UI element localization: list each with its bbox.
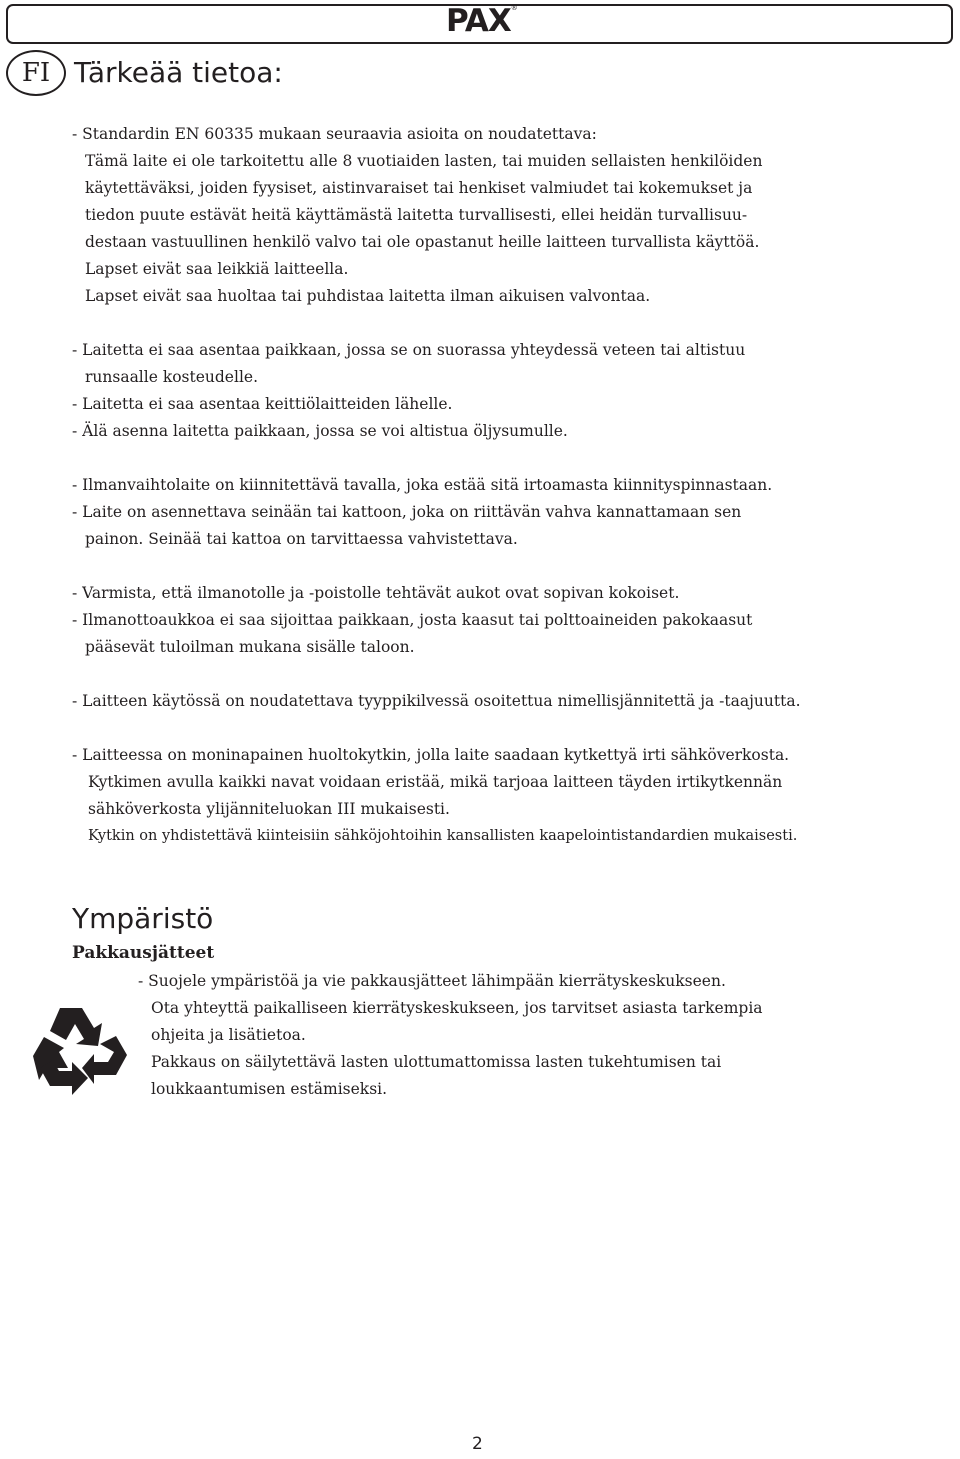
page-title: Tärkeää tietoa: <box>74 56 283 89</box>
instruction-line: pääsevät tuloilman mukana sisälle taloon. <box>85 638 415 656</box>
instruction-line: destaan vastuullinen henkilö valvo tai ole opastanut heille laitteen turvallista käyttöä. <box>85 233 760 251</box>
instruction-line: - Ilmanottoaukkoa ei saa sijoittaa paikkaan, josta kaasut tai polttoaineiden pakokaasut <box>72 611 753 629</box>
instruction-line: Kytkin on yhdistettävä kiinteisiin sähköjohtoihin kansallisten kaapelointistandardien mukaisesti. <box>88 828 798 844</box>
instruction-line: - Standardin EN 60335 mukaan seuraavia asioita on noudatettava: <box>72 125 597 143</box>
environment-line: ohjeita ja lisätietoa. <box>151 1026 306 1044</box>
instruction-line: - Ilmanvaihtolaite on kiinnitettävä tavalla, joka estää sitä irtoamasta kiinnityspinnastaan. <box>72 476 773 494</box>
instruction-line: Lapset eivät saa leikkiä laitteella. <box>85 260 349 278</box>
instruction-line: sähköverkosta ylijänniteluokan III mukaisesti. <box>88 800 450 818</box>
brand-logo-text: PAX <box>446 3 511 39</box>
instruction-line: Tämä laite ei ole tarkoitettu alle 8 vuotiaiden lasten, tai muiden sellaisten henkilöiden <box>85 152 763 170</box>
packaging-waste-text <box>138 968 938 1103</box>
environment-line: Pakkaus on säilytettävä lasten ulottumattomissa lasten tukehtumisen tai <box>151 1053 722 1071</box>
instruction-line: - Laite on asennettava seinään tai kattoon, joka on riittävän vahva kannattamaan sen <box>72 503 742 521</box>
instruction-line: - Laitteen käytössä on noudatettava tyyppikilvessä osoitettua nimellisjännitettä ja -taajuutta. <box>72 692 801 710</box>
brand-logo <box>446 3 517 39</box>
environment-line: loukkaantumisen estämiseksi. <box>151 1080 388 1098</box>
instruction-line: painon. Seinää tai kattoa on tarvittaessa vahvistettava. <box>85 530 518 548</box>
instruction-block <box>72 121 952 310</box>
instruction-line: - Laitetta ei saa asentaa keittiölaitteiden lähelle. <box>72 395 453 413</box>
packaging-waste-heading: Pakkausjätteet <box>72 943 215 963</box>
instruction-line: käytettäväksi, joiden fyysiset, aistinvaraiset tai henkiset valmiudet tai kokemukset ja <box>85 179 753 197</box>
instruction-block <box>72 742 952 850</box>
instruction-block <box>72 688 952 715</box>
safety-instructions <box>72 121 952 877</box>
page-number: 2 <box>472 1434 483 1454</box>
trademark-symbol: ® <box>510 3 517 12</box>
instruction-line: runsaalle kosteudelle. <box>85 368 258 386</box>
instruction-block <box>72 580 952 661</box>
instruction-line: - Älä asenna laitetta paikkaan, jossa se voi altistua öljysumulle. <box>72 422 568 440</box>
language-badge: FI <box>6 50 66 96</box>
instruction-line: - Laitteessa on moninapainen huoltokytkin, jolla laite saadaan kytkettyä irti sähköverkosta. <box>72 746 790 764</box>
recycle-icon <box>30 1000 130 1096</box>
instruction-line: tiedon puute estävät heitä käyttämästä laitetta turvallisesti, ellei heidän turvallisuu- <box>85 206 748 224</box>
instruction-line: Lapset eivät saa huoltaa tai puhdistaa laitetta ilman aikuisen valvontaa. <box>85 287 651 305</box>
environment-heading: Ympäristö <box>72 902 214 935</box>
instruction-line: - Laitetta ei saa asentaa paikkaan, jossa se on suorassa yhteydessä veteen tai altistuu <box>72 341 746 359</box>
instruction-line: Kytkimen avulla kaikki navat voidaan eristää, mikä tarjoaa laitteen täyden irtikytkennän <box>88 773 783 791</box>
environment-line: Ota yhteyttä paikalliseen kierrätyskeskukseen, jos tarvitset asiasta tarkempia <box>151 999 763 1017</box>
instruction-line: - Varmista, että ilmanotolle ja -poistolle tehtävät aukot ovat sopivan kokoiset. <box>72 584 680 602</box>
environment-line: - Suojele ympäristöä ja vie pakkausjätteet lähimpään kierrätyskeskukseen. <box>138 972 726 990</box>
instruction-block <box>72 472 952 553</box>
instruction-block <box>72 337 952 445</box>
